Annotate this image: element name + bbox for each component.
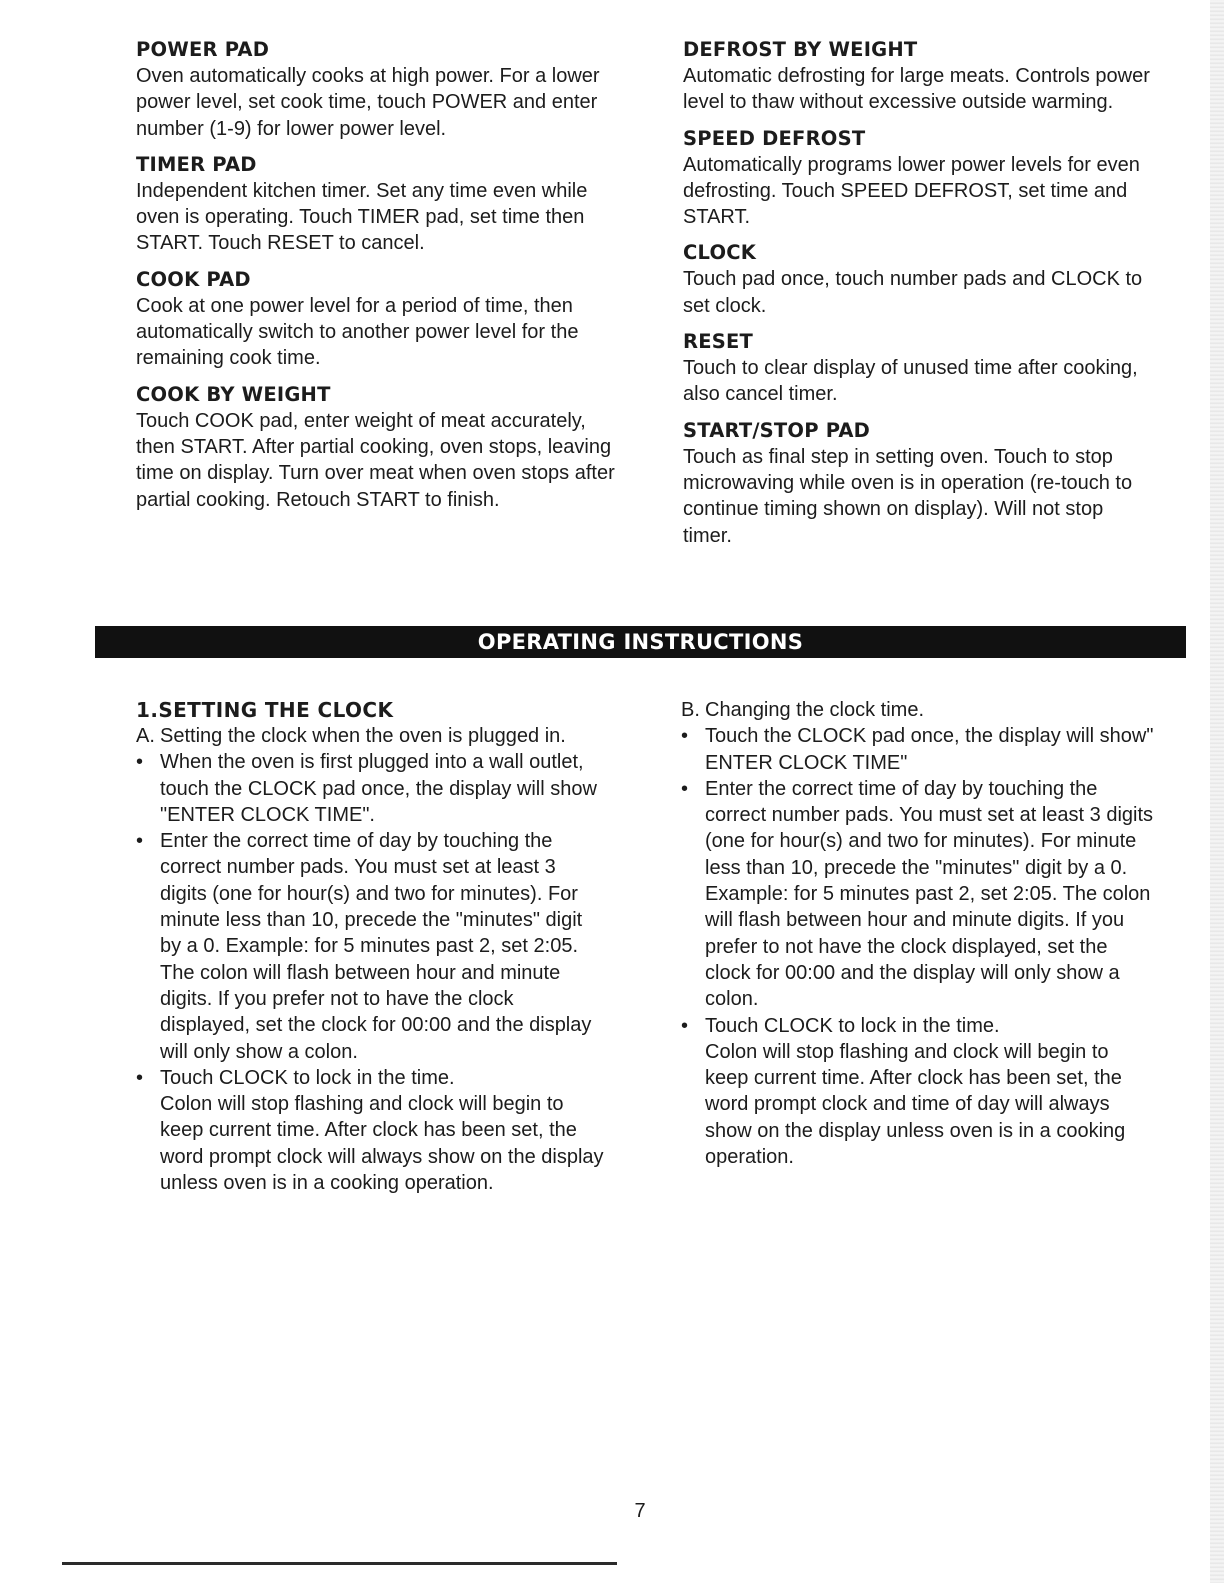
feature-title: CLOCK <box>683 241 757 265</box>
feature-title: COOK BY WEIGHT <box>136 382 331 406</box>
bullet-icon: • <box>681 725 689 748</box>
section-banner: OPERATING INSTRUCTIONS <box>95 626 1186 658</box>
feature-speed-defrost <box>683 126 1153 231</box>
scanned-page-edge <box>1210 0 1224 1583</box>
feature-title: DEFROST BY WEIGHT <box>683 38 918 61</box>
part-b-bullets <box>681 723 1156 1170</box>
part-b-title <box>681 697 1156 723</box>
part-b-label: B. <box>681 699 700 721</box>
feature-cook-pad <box>136 267 616 372</box>
part-a-title <box>136 723 606 749</box>
list-item <box>136 828 606 1065</box>
bullet-text: Enter the correct time of day by touching the correct number pads. You must set at least 3 digits (one for hour(s) and two for minutes). For minute less than 10, precede the "minutes" digit by a 0. Example: for 5 minutes past 2, set 2:05. The colon will flash between hour and minute digits. If you prefer not to have the clock displayed, set the clock for 00:00 and the display will only show a colon. <box>160 830 592 1063</box>
feature-timer-pad <box>136 152 616 257</box>
features-right-column <box>683 37 1153 559</box>
page-number: 7 <box>634 1500 646 1522</box>
bullet-text: When the oven is first plugged into a wall outlet, touch the CLOCK pad once, the display will show "ENTER CLOCK TIME". <box>160 751 597 826</box>
bullet-icon: • <box>136 830 144 853</box>
bullet-icon: • <box>681 777 689 800</box>
bullet-icon: • <box>681 1014 689 1037</box>
bullet-note: Colon will stop flashing and clock will begin to keep current time. After clock has been set, the word prompt clock will always show on the display unless oven is in a cooking operation. <box>160 1093 604 1195</box>
feature-title: TIMER PAD <box>136 152 257 176</box>
feature-title: START/STOP PAD <box>683 418 871 442</box>
part-b-title-text: Changing the clock time. <box>705 699 925 721</box>
part-a-title-text: Setting the clock when the oven is plugged in. <box>160 725 566 747</box>
part-a-label: A. <box>136 725 155 747</box>
feature-clock <box>683 240 1153 319</box>
bullet-text: Touch CLOCK to lock in the time. <box>160 1066 455 1089</box>
feature-title: RESET <box>683 330 754 354</box>
feature-title: POWER PAD <box>136 38 270 61</box>
list-item <box>136 1065 606 1196</box>
feature-defrost-by-weight <box>683 37 1153 116</box>
feature-cook-by-weight <box>136 382 616 513</box>
bullet-text: Enter the correct time of day by touching the correct number pads. You must set at least 3 digits (one for hour(s) and two for minutes). For minute less than 10, precede the "minutes" digit by a 0. Example: for 5 minutes past 2, set 2:05. The colon will flash between hour and minute digits. If you prefer to not have the clock displayed, set the clock for 00:00 and the display will only show a colon. <box>705 777 1154 1011</box>
bullet-text: Touch CLOCK to lock in the time. <box>705 1014 1000 1037</box>
bullet-icon: • <box>136 751 144 774</box>
part-a-bullets <box>136 749 606 1196</box>
feature-title: COOK PAD <box>136 267 251 291</box>
feature-text: Automatically programs lower power levels for even defrosting. Touch SPEED DEFROST, set time and START. <box>683 153 1140 229</box>
feature-text: Oven automatically cooks at high power. For a lower power level, set cook time, touch POWER and enter number (1-9) for lower power level. <box>136 65 600 140</box>
bullet-note: Colon will stop flashing and clock will begin to keep current time. After clock has been set, the word prompt clock and time of day will always show on the display unless oven is in a cooking operation. <box>705 1040 1126 1169</box>
footer-rule <box>62 1562 617 1565</box>
feature-text: Cook at one power level for a period of time, then automatically switch to another power level for the remaining cook time. <box>136 294 579 370</box>
bullet-icon: • <box>136 1066 144 1089</box>
list-item <box>681 723 1156 776</box>
feature-title: SPEED DEFROST <box>683 126 866 150</box>
list-item <box>681 1013 1156 1171</box>
instructions-left-column <box>136 697 606 1196</box>
feature-reset <box>683 329 1153 408</box>
feature-text: Touch to clear display of unused time after cooking, also cancel timer. <box>683 357 1138 406</box>
feature-text: Touch COOK pad, enter weight of meat accurately, then START. After partial cooking, oven stops, leaving time on display. Turn over meat when oven stops after partial cooking. Retouch START to finish. <box>136 409 615 511</box>
feature-text: Touch as final step in setting oven. Touch to stop microwaving while oven is in operation (re-touch to continue timing shown on display). Will not stop timer. <box>683 445 1133 547</box>
feature-text: Touch pad once, touch number pads and CLOCK to set clock. <box>683 268 1143 317</box>
features-left-column <box>136 37 616 523</box>
list-item <box>136 749 606 828</box>
feature-start-stop-pad <box>683 418 1153 549</box>
instructions-right-column <box>681 697 1156 1170</box>
feature-text: Independent kitchen timer. Set any time even while oven is operating. Touch TIMER pad, set time then START. Touch RESET to cancel. <box>136 179 588 255</box>
bullet-text: Touch the CLOCK pad once, the display will show" ENTER CLOCK TIME" <box>705 725 1154 774</box>
step-heading: 1.SETTING THE CLOCK <box>136 698 394 722</box>
feature-text: Automatic defrosting for large meats. Controls power level to thaw without excessive outside warming. <box>683 65 1150 114</box>
list-item <box>681 776 1156 1013</box>
feature-power-pad <box>136 37 616 142</box>
